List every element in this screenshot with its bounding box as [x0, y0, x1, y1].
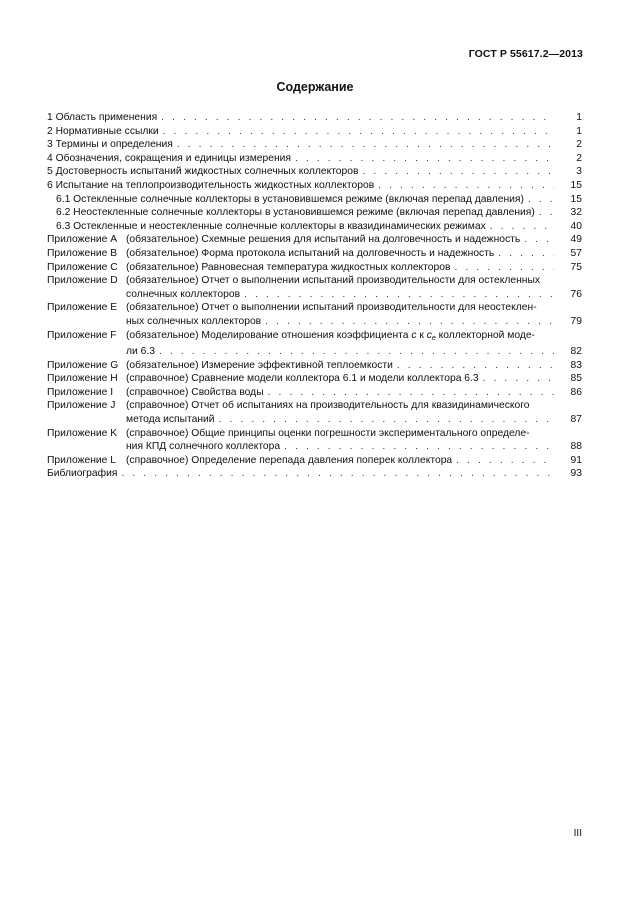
toc-entry-bibliography[interactable] — [47, 467, 582, 481]
toc-entry-title-line2: метода испытаний — [126, 414, 215, 426]
leader-dots — [280, 440, 554, 454]
toc-entry-title-line1: (справочное) Отчет об испытаниях на производительность для квазидинамического — [126, 400, 530, 412]
leader-dots — [117, 467, 554, 481]
toc-entry-title-line1: (обязательное) Моделирование отношения коэффициента c к $c_e$ коллекторной моде- — [126, 329, 535, 342]
toc-page-number: 91 — [570, 454, 582, 466]
toc-page-number: 76 — [570, 288, 582, 300]
toc-entry-2[interactable] — [47, 125, 582, 139]
toc-entry-title: 6.3 Остекленные и неостекленные солнечные коллекторы в квазидинамических режимах — [56, 220, 486, 232]
appendix-label: Приложение K — [47, 427, 118, 439]
toc-entry-appendix-b[interactable] — [47, 247, 582, 261]
leader-dots — [358, 165, 554, 179]
toc-entry-6[interactable] — [47, 179, 582, 193]
leader-dots — [159, 125, 554, 139]
leader-dots — [450, 261, 554, 275]
toc-entry-title: 6.1 Остекленные солнечные коллекторы в установившемся режиме (включая перепад давления) — [56, 193, 524, 205]
toc-page-number: 3 — [576, 166, 582, 178]
appendix-label: Приложение B — [47, 247, 118, 259]
appendix-label: Приложение I — [47, 386, 114, 398]
appendix-label: Приложение L — [47, 454, 116, 466]
toc-entry-title: (обязательное) Измерение эффективной теплоемкости — [126, 359, 393, 371]
leader-dots — [261, 315, 554, 329]
appendix-label: Приложение C — [47, 261, 118, 273]
toc-entry-title: 4 Обозначения, сокращения и единицы измерения — [47, 152, 291, 164]
toc-entry-1[interactable] — [47, 111, 582, 125]
leader-dots — [524, 193, 554, 207]
leader-dots — [535, 206, 554, 220]
leader-dots — [157, 111, 554, 125]
toc-entry-6-3[interactable] — [47, 220, 582, 234]
toc-page-number: 83 — [570, 359, 582, 371]
toc-entry-appendix-g[interactable] — [47, 359, 582, 373]
toc-page-number: 88 — [570, 441, 582, 453]
toc-entry-title-line1: (обязательное) Отчет о выполнении испытаний производительности для неостеклен- — [126, 302, 537, 314]
leader-dots — [486, 220, 554, 234]
toc-entry-title-line1: (обязательное) Отчет о выполнении испытаний производительности для остекленных — [126, 275, 541, 287]
toc-entry-3[interactable] — [47, 138, 582, 152]
toc-page-number: 15 — [570, 179, 582, 191]
toc-entry-title: 1 Область применения — [47, 112, 158, 123]
leader-dots — [240, 288, 554, 302]
toc-entry-title-line2: солнечных коллекторов — [126, 288, 241, 300]
toc-page-number: 2 — [576, 152, 582, 164]
toc-entry-appendix-l[interactable] — [47, 454, 582, 468]
toc-entry-4[interactable] — [47, 152, 582, 166]
toc-entry-title: 5 Достоверность испытаний жидкостных солнечных коллекторов — [47, 166, 359, 178]
toc-page-number: 1 — [576, 112, 582, 123]
toc-page-number: 75 — [570, 261, 582, 273]
toc-entry-title-line2: ния КПД солнечного коллектора — [126, 441, 281, 453]
leader-dots — [452, 454, 554, 468]
toc-page-number: 2 — [576, 139, 582, 151]
toc-entry-appendix-d[interactable] — [47, 274, 582, 301]
page-number: III — [573, 828, 582, 839]
toc-entry-5[interactable] — [47, 165, 582, 179]
toc-entry-6-1[interactable] — [47, 193, 582, 207]
toc-entry-title: (справочное) Свойства воды — [126, 386, 264, 398]
toc-page-number: 93 — [570, 468, 582, 480]
toc-entry-title: (справочное) Сравнение модели коллектора 6.1 и модели коллектора 6.3 — [126, 373, 479, 385]
toc-entry-appendix-i[interactable] — [47, 386, 582, 400]
toc-entry-appendix-c[interactable] — [47, 261, 582, 275]
leader-dots — [155, 345, 554, 359]
leader-dots — [215, 413, 554, 427]
toc-entry-appendix-e[interactable] — [47, 301, 582, 328]
toc-page-number: 40 — [570, 220, 582, 232]
toc-page-number: 57 — [570, 247, 582, 259]
toc-entry-appendix-k[interactable] — [47, 427, 582, 454]
toc-page-number: 79 — [570, 315, 582, 327]
leader-dots — [479, 372, 554, 386]
toc-page-number: 15 — [570, 193, 582, 205]
toc-entry-appendix-j[interactable] — [47, 399, 582, 426]
toc-entry-appendix-h[interactable] — [47, 372, 582, 386]
toc-entry-title: 3 Термины и определения — [47, 139, 173, 151]
leader-dots — [393, 359, 554, 373]
toc-page-number: 82 — [570, 346, 582, 358]
toc-entry-title: (обязательное) Форма протокола испытаний на долговечность и надежность — [126, 247, 495, 259]
toc-entry-title-line1: (справочное) Общие принципы оценки погрешности экспериментального определе- — [126, 427, 530, 439]
toc-page-number: 87 — [570, 414, 582, 426]
document-code: ГОСТ Р 55617.2—2013 — [468, 48, 583, 60]
page-title: Содержание — [276, 80, 354, 94]
leader-dots — [494, 247, 554, 261]
toc-entry-appendix-f[interactable] — [47, 329, 582, 359]
leader-dots — [264, 386, 554, 400]
toc-entry-title: (обязательное) Равновесная температура жидкостных коллекторов — [126, 261, 451, 273]
toc-entry-title-line2: ных солнечных коллекторов — [126, 315, 262, 327]
appendix-label: Приложение J — [47, 400, 116, 412]
appendix-label: Приложение A — [47, 234, 118, 246]
leader-dots — [173, 138, 554, 152]
toc-page-number: 85 — [570, 373, 582, 385]
leader-dots — [291, 152, 554, 166]
toc-entry-title: (обязательное) Схемные решения для испытаний на долговечность и надежность — [126, 234, 521, 246]
toc-page-number: 1 — [576, 125, 582, 137]
toc-entry-title: Библиография — [47, 468, 118, 480]
table-of-contents — [47, 111, 582, 481]
appendix-label: Приложение D — [47, 275, 118, 287]
appendix-label: Приложение F — [47, 329, 117, 341]
toc-entry-title: 2 Нормативные ссылки — [47, 125, 159, 137]
leader-dots — [520, 233, 554, 247]
leader-dots — [374, 179, 554, 193]
toc-entry-6-2[interactable] — [47, 206, 582, 220]
toc-entry-title: (справочное) Определение перепада давления поперек коллектора — [126, 454, 453, 466]
toc-page-number: 32 — [570, 207, 582, 219]
toc-entry-title-line2: ли 6.3 — [126, 346, 155, 358]
toc-entry-appendix-a[interactable] — [47, 233, 582, 247]
toc-entry-title: 6 Испытание на теплопроизводительность жидкостных коллекторов — [47, 179, 375, 191]
appendix-label: Приложение E — [47, 302, 118, 314]
toc-page-number: 86 — [570, 386, 582, 398]
toc-page-number: 49 — [570, 234, 582, 246]
appendix-label: Приложение H — [47, 373, 118, 385]
appendix-label: Приложение G — [47, 359, 119, 371]
toc-entry-title: 6.2 Неостекленные солнечные коллекторы в установившемся режиме (включая перепад давления) — [56, 207, 535, 219]
